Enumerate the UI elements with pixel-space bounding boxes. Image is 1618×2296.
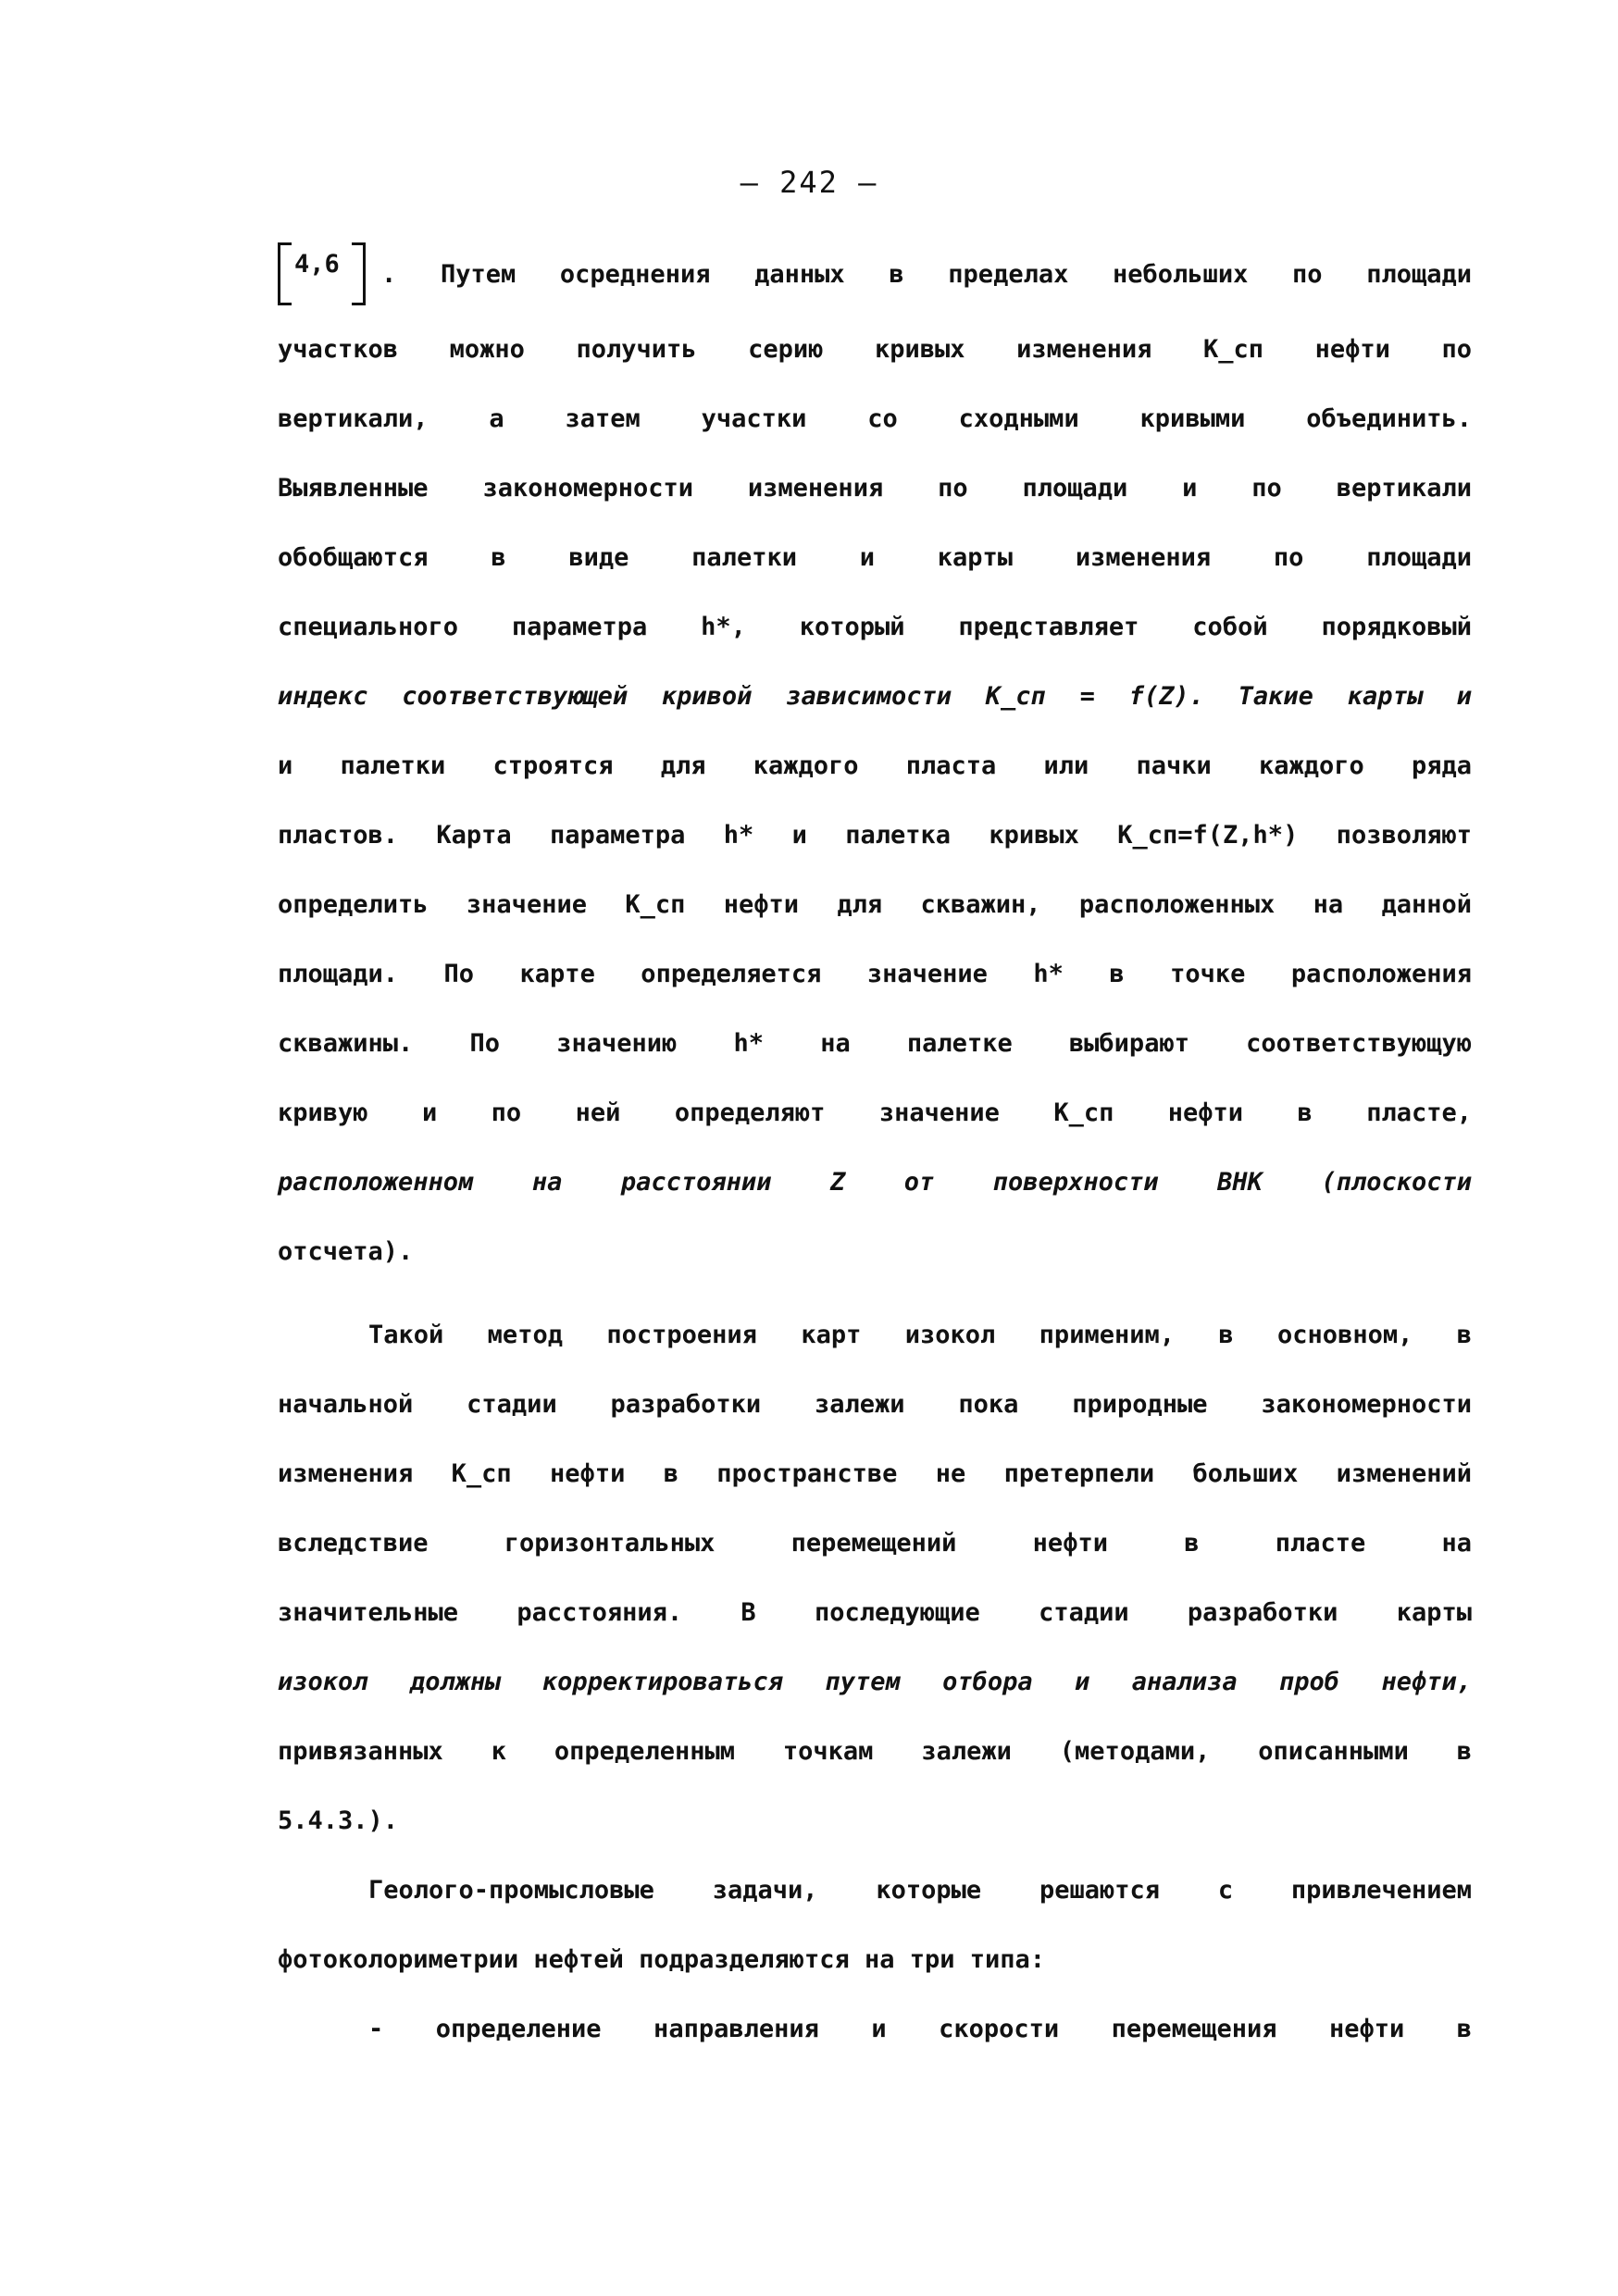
- text-line: начальной стадии разработки залежи пока природные закономерности: [278, 1390, 1472, 1419]
- reference-bracket: [278, 242, 370, 307]
- text-line: расположенном на расстоянии Z от поверхности ВНК (плоскости: [278, 1168, 1472, 1197]
- text-line: специального параметра h*, который представляет собой порядковый: [278, 613, 1472, 641]
- text-line: индекс соответствующей кривой зависимости K_сп = f(Z). Такие карты и: [278, 682, 1472, 711]
- text-line: Такой метод построения карт изокол применим, в основном, в: [368, 1321, 1472, 1349]
- text-line: - определение направления и скорости перемещения нефти в: [368, 2015, 1472, 2043]
- text-line: обобщаются в виде палетки и карты изменения по площади: [278, 543, 1472, 572]
- text-line: определить значение K_сп нефти для скважин, расположенных на данной: [278, 890, 1472, 919]
- text-line: вертикали, а затем участки со сходными кривыми объединить.: [278, 404, 1472, 433]
- text-line: значительные расстояния. В последующие стадии разработки карты: [278, 1598, 1472, 1627]
- page-number: — 242 —: [740, 165, 878, 200]
- text-line: . Путем осреднения данных в пределах небольших по площади: [381, 260, 1472, 289]
- text-line: и палетки строятся для каждого пласта или пачки каждого ряда: [278, 751, 1472, 780]
- text-line: отсчета).: [278, 1237, 414, 1266]
- text-line: вследствие горизонтальных перемещений нефти в пласте на: [278, 1529, 1472, 1558]
- text-line: Выявленные закономерности изменения по площади и по вертикали: [278, 474, 1472, 503]
- left-bracket: [278, 242, 292, 305]
- text-line: кривую и по ней определяют значение K_сп нефти в пласте,: [278, 1098, 1472, 1127]
- text-line: скважины. По значению h* на палетке выбирают соответствующую: [278, 1029, 1472, 1058]
- text-line: 5.4.3.).: [278, 1806, 399, 1835]
- text-line: изокол должны корректироваться путем отбора и анализа проб нефти,: [278, 1668, 1472, 1696]
- text-line: изменения K_сп нефти в пространстве не претерпели больших изменений: [278, 1459, 1472, 1488]
- text-line: Геолого-промысловые задачи, которые решаются с привлечением: [368, 1876, 1472, 1905]
- text-line: участков можно получить серию кривых изменения K_сп нефти по: [278, 335, 1472, 364]
- text-line: площади. По карте определяется значение h* в точке расположения: [278, 960, 1472, 988]
- reference-text: 4,6: [294, 250, 340, 279]
- text-line: привязанных к определенным точкам залежи (методами, описанными в: [278, 1737, 1472, 1766]
- text-line: пластов. Карта параметра h* и палетка кривых K_сп=f(Z,h*) позволяют: [278, 821, 1472, 850]
- text-line: фотоколориметрии нефтей подразделяются на три типа:: [278, 1945, 1046, 1974]
- right-bracket: [352, 242, 366, 305]
